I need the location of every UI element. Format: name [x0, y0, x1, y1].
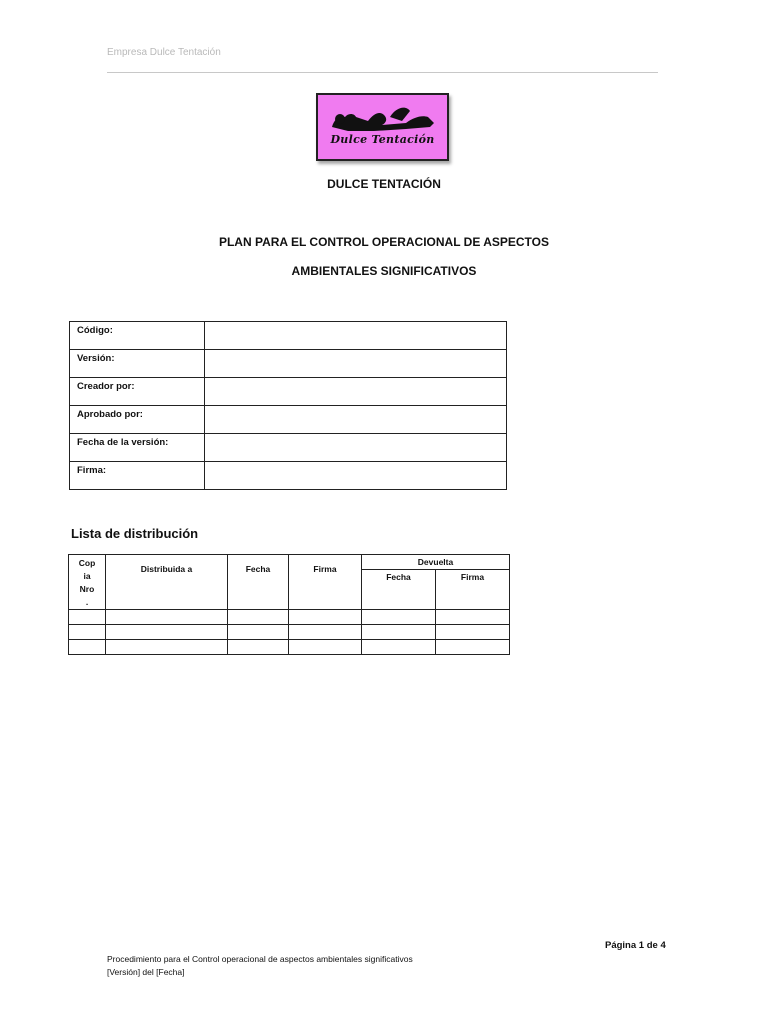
table-cell: [436, 625, 510, 640]
distribution-table: [68, 554, 510, 655]
table-cell: [106, 625, 228, 640]
company-title: DULCE TENTACIÓN: [327, 177, 441, 191]
footer-version-date: [Versión] del [Fecha]: [107, 967, 185, 977]
table-cell: [69, 625, 106, 640]
header-copia-line: Cop: [78, 558, 96, 568]
info-value-aprobado: [205, 406, 507, 434]
info-label-fecha-version: Fecha de la versión:: [70, 434, 205, 462]
table-cell: [228, 610, 289, 625]
document-info-table: [69, 321, 507, 490]
page-label: Página: [605, 940, 637, 951]
header-copia-line: ia: [83, 571, 91, 581]
info-value-creador: [205, 378, 507, 406]
table-header-row: [69, 555, 510, 570]
info-value-fecha-version: [205, 434, 507, 462]
table-row: [69, 625, 510, 640]
table-row: [70, 406, 507, 434]
page-number: [605, 940, 666, 951]
header-devuelta-fecha: Fecha: [362, 570, 436, 610]
info-label-creador: Creador por:: [70, 378, 205, 406]
table-cell: [362, 610, 436, 625]
table-row: [70, 350, 507, 378]
table-row: [70, 462, 507, 490]
header-distribuida: Distribuida a: [106, 555, 228, 610]
table-cell: [289, 625, 362, 640]
table-row: [70, 322, 507, 350]
table-row: [69, 610, 510, 625]
header-devuelta: Devuelta: [362, 555, 510, 570]
header-fecha: Fecha: [228, 555, 289, 610]
header-copia-line: Nro: [79, 584, 95, 594]
table-cell: [228, 640, 289, 655]
page-total: 4: [660, 940, 666, 951]
footer-procedure-title: Procedimiento para el Control operacional de aspectos ambientales significativos: [107, 954, 413, 964]
table-cell: [289, 610, 362, 625]
company-logo: [316, 93, 449, 161]
page-of: de: [646, 940, 658, 951]
table-cell: [69, 610, 106, 625]
header-copia-nro: [69, 555, 106, 610]
table-cell: [69, 640, 106, 655]
table-cell: [228, 625, 289, 640]
table-cell: [106, 610, 228, 625]
table-cell: [436, 640, 510, 655]
distribution-list-heading: Lista de distribución: [71, 526, 199, 541]
table-cell: [106, 640, 228, 655]
header-company-name: Empresa Dulce Tentación: [107, 47, 221, 58]
header-divider: [107, 72, 658, 73]
plan-title-line-2: AMBIENTALES SIGNIFICATIVOS: [291, 264, 477, 278]
info-label-codigo: Código:: [70, 322, 205, 350]
table-cell: [362, 625, 436, 640]
plan-title-line-1: PLAN PARA EL CONTROL OPERACIONAL DE ASPECTOS: [218, 235, 550, 249]
header-firma: Firma: [289, 555, 362, 610]
info-label-aprobado: Aprobado por:: [70, 406, 205, 434]
info-value-version: [205, 350, 507, 378]
table-cell: [289, 640, 362, 655]
reclining-figure-icon: [318, 95, 447, 159]
header-copia-line: .: [85, 597, 89, 607]
info-value-codigo: [205, 322, 507, 350]
logo-caption: Dulce Tentación: [330, 133, 435, 146]
table-row: [70, 434, 507, 462]
info-label-version: Versión:: [70, 350, 205, 378]
header-devuelta-firma: Firma: [436, 570, 510, 610]
table-cell: [436, 610, 510, 625]
page-current: 1: [638, 940, 645, 951]
table-row: [69, 640, 510, 655]
table-row: [70, 378, 507, 406]
table-cell: [362, 640, 436, 655]
info-value-firma: [205, 462, 507, 490]
info-label-firma: Firma:: [70, 462, 205, 490]
